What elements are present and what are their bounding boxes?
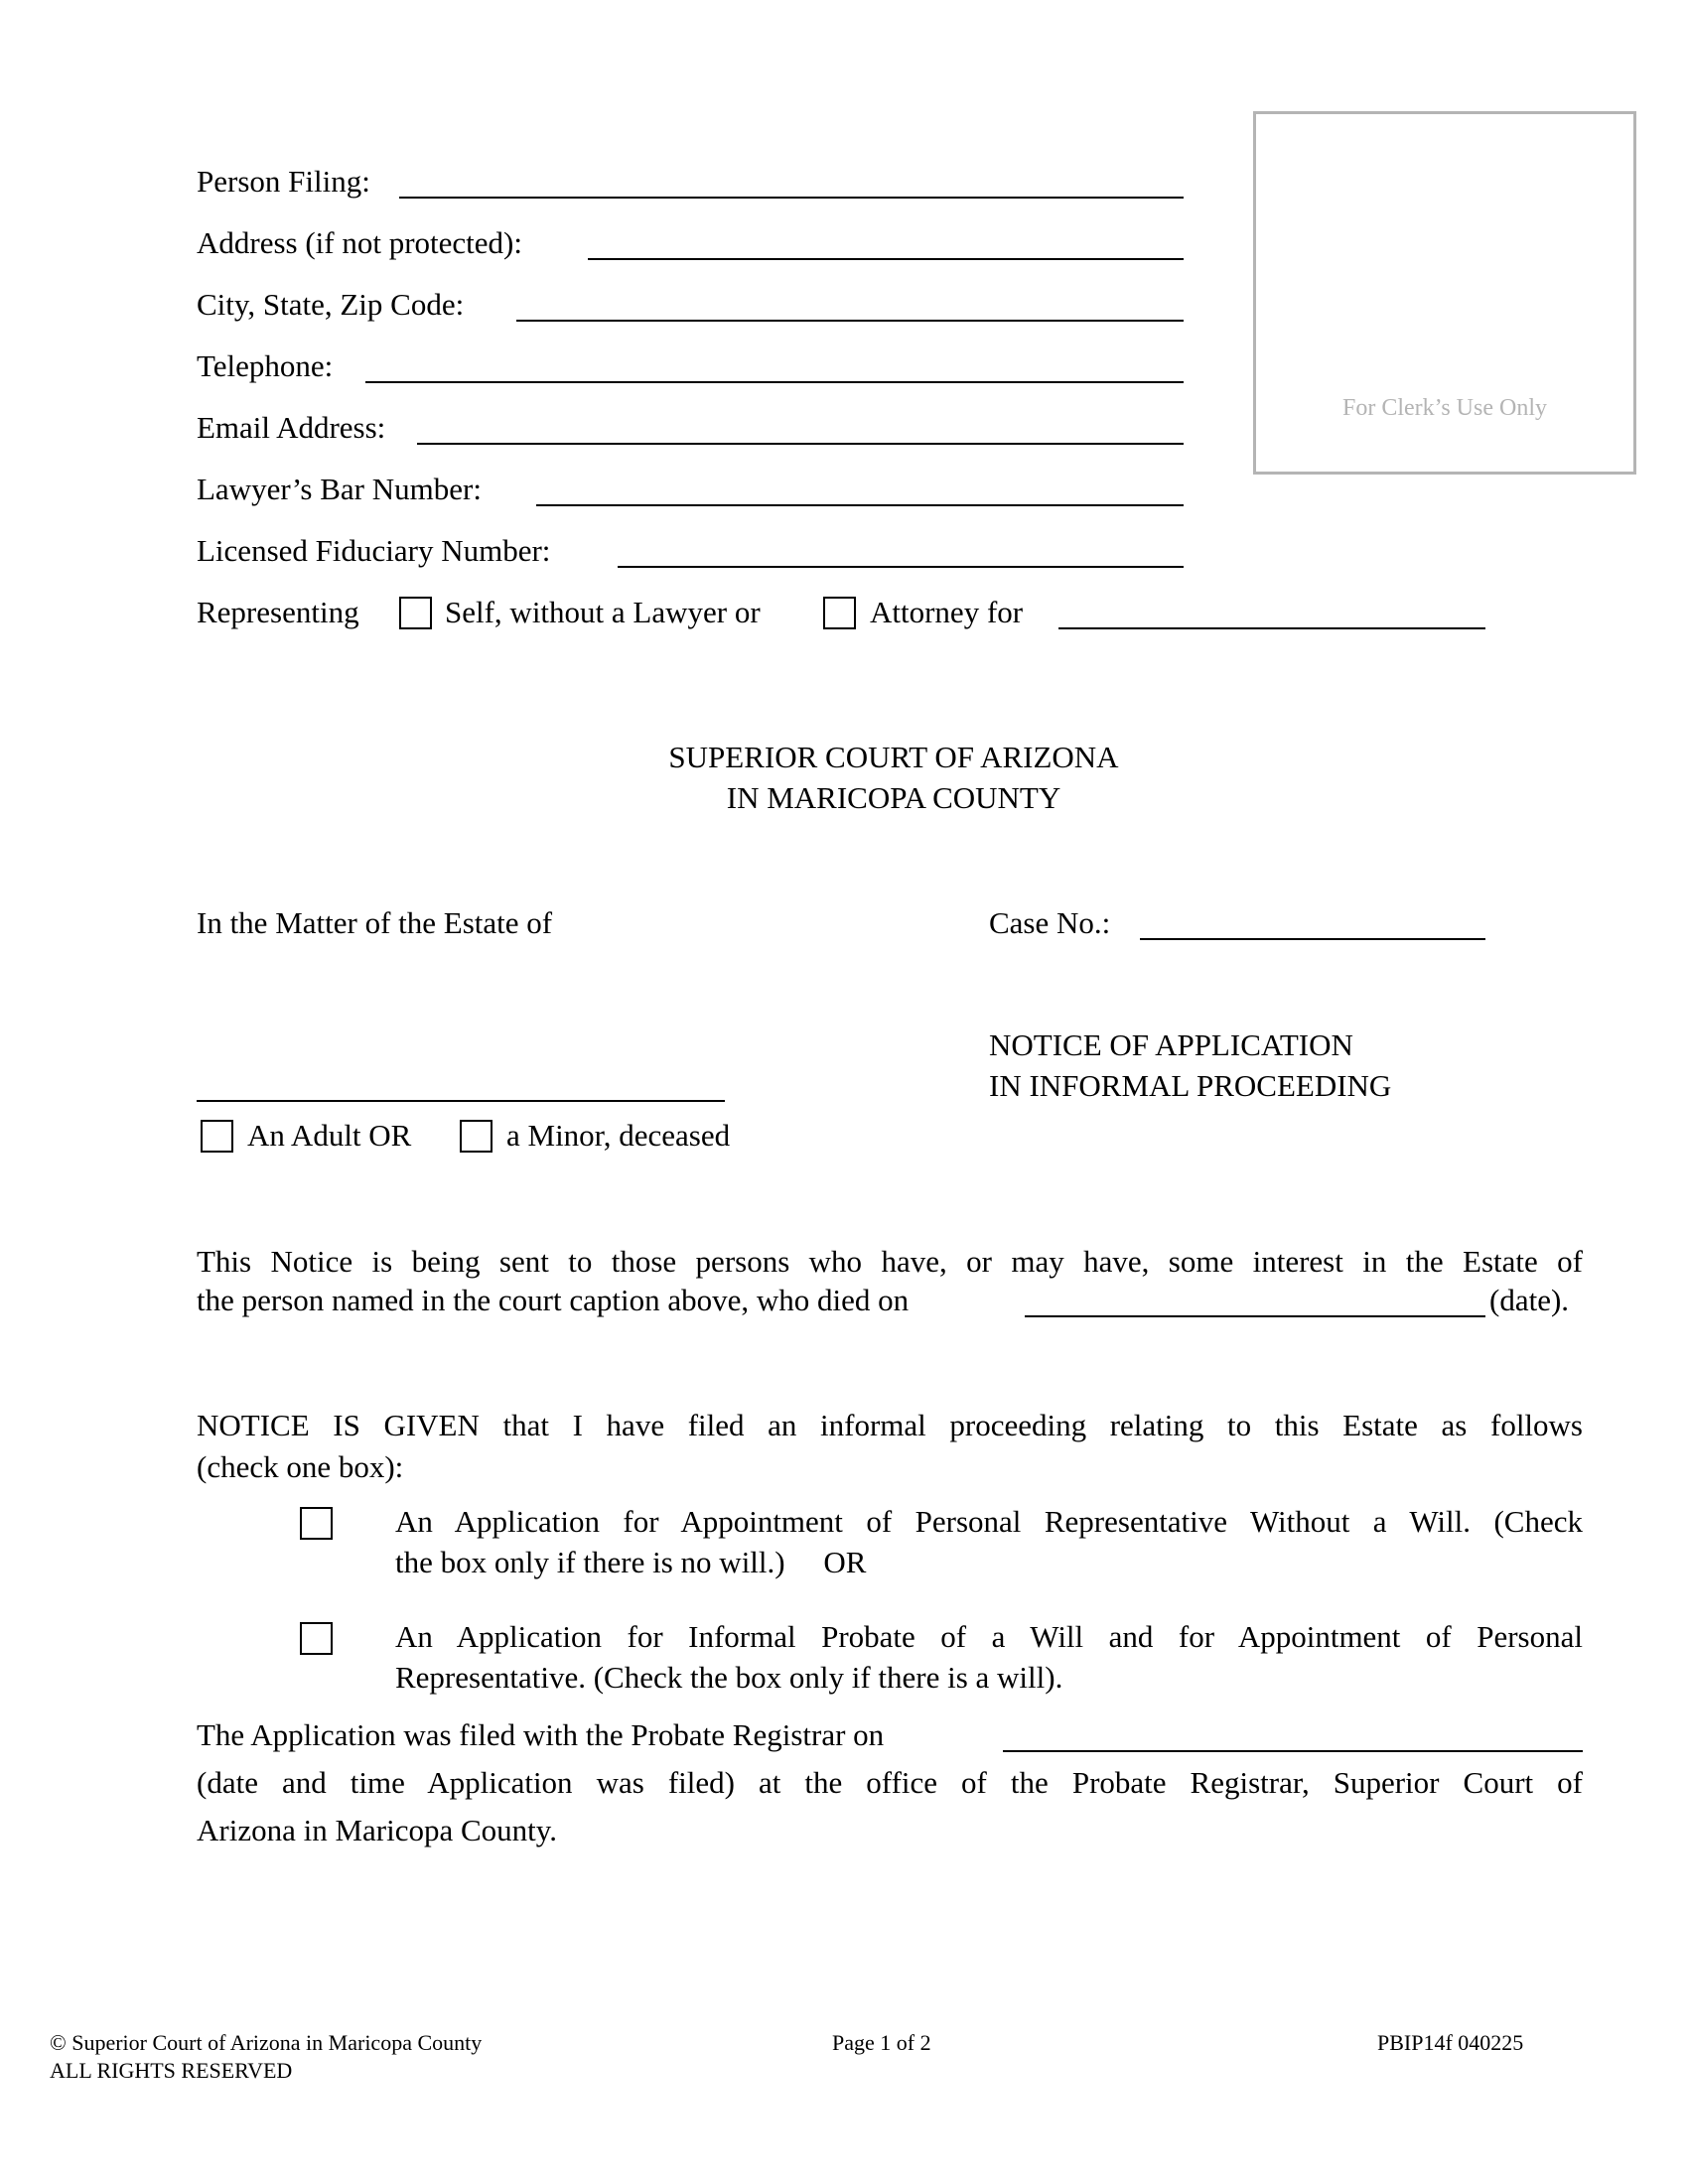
with-will-checkbox[interactable]	[300, 1622, 333, 1655]
representing-label: Representing	[197, 595, 359, 629]
notice-given-line1: NOTICE IS GIVEN that I have filed an informal proceeding relating to this Estate as follows	[197, 1408, 1583, 1442]
with-will-option-line1: An Application for Informal Probate of a Will and for Appointment of Personal	[395, 1619, 1583, 1654]
city-state-zip-field[interactable]	[516, 320, 1184, 322]
telephone-label: Telephone:	[197, 348, 334, 383]
adult-option-label: An Adult OR	[247, 1118, 412, 1153]
case-number-field[interactable]	[1140, 938, 1485, 940]
footer-rights: ALL RIGHTS RESERVED	[50, 2058, 293, 2083]
address-field[interactable]	[588, 258, 1184, 260]
no-will-option-line1: An Application for Appointment of Personal Representative Without a Will. (Check	[395, 1504, 1583, 1539]
date-of-death-field[interactable]	[1025, 1315, 1485, 1317]
email-label: Email Address:	[197, 410, 386, 445]
with-will-option-line2: Representative. (Check the box only if there is a will).	[395, 1660, 1063, 1695]
attorney-for-field[interactable]	[1058, 627, 1485, 629]
clerk-use-box	[1253, 111, 1636, 475]
filed-line2: (date and time Application was filed) at the office of the Probate Registrar, Superior Court of	[197, 1765, 1583, 1800]
filing-date-time-field[interactable]	[1003, 1750, 1583, 1752]
court-name-line1: SUPERIOR COURT OF ARIZONA	[668, 740, 1119, 774]
no-will-option-line2: the box only if there is no will.) OR	[395, 1545, 867, 1579]
address-label: Address (if not protected):	[197, 225, 522, 260]
city-state-zip-label: City, State, Zip Code:	[197, 287, 465, 322]
telephone-field[interactable]	[365, 381, 1184, 383]
no-will-checkbox[interactable]	[300, 1507, 333, 1540]
footer-copyright: © Superior Court of Arizona in Maricopa County	[50, 2030, 483, 2055]
footer-form-code: PBIP14f 040225	[1377, 2030, 1524, 2055]
attorney-option-label: Attorney for	[870, 595, 1024, 629]
notice-title-line2: IN INFORMAL PROCEEDING	[989, 1068, 1392, 1103]
footer-page-number: Page 1 of 2	[832, 2030, 931, 2055]
bar-number-field[interactable]	[536, 504, 1184, 506]
decedent-name-field[interactable]	[197, 1100, 725, 1102]
adult-checkbox[interactable]	[201, 1120, 233, 1153]
person-filing-field[interactable]	[399, 197, 1184, 199]
bar-number-label: Lawyer’s Bar Number:	[197, 472, 482, 506]
date-suffix-label: (date).	[1489, 1283, 1570, 1317]
person-filing-label: Person Filing:	[197, 164, 370, 199]
email-field[interactable]	[417, 443, 1184, 445]
fiduciary-number-field[interactable]	[618, 566, 1184, 568]
notice-paragraph-line1: This Notice is being sent to those persons who have, or may have, some interest in the Estate of	[197, 1244, 1583, 1279]
notice-paragraph-line2: the person named in the court caption above, who died on	[197, 1283, 910, 1317]
self-option-label: Self, without a Lawyer or	[445, 595, 761, 629]
case-number-label: Case No.:	[989, 905, 1111, 940]
fiduciary-number-label: Licensed Fiduciary Number:	[197, 533, 551, 568]
filed-line1: The Application was filed with the Probate Registrar on	[197, 1717, 885, 1752]
court-name-line2: IN MARICOPA COUNTY	[726, 780, 1061, 815]
notice-given-line2: (check one box):	[197, 1449, 404, 1484]
self-checkbox[interactable]	[399, 597, 432, 629]
minor-checkbox[interactable]	[460, 1120, 492, 1153]
notice-title-line1: NOTICE OF APPLICATION	[989, 1027, 1353, 1062]
minor-option-label: a Minor, deceased	[506, 1118, 731, 1153]
estate-matter-label: In the Matter of the Estate of	[197, 905, 553, 940]
filed-line3: Arizona in Maricopa County.	[197, 1813, 558, 1847]
clerk-use-label: For Clerk’s Use Only	[1342, 395, 1547, 421]
attorney-checkbox[interactable]	[823, 597, 856, 629]
